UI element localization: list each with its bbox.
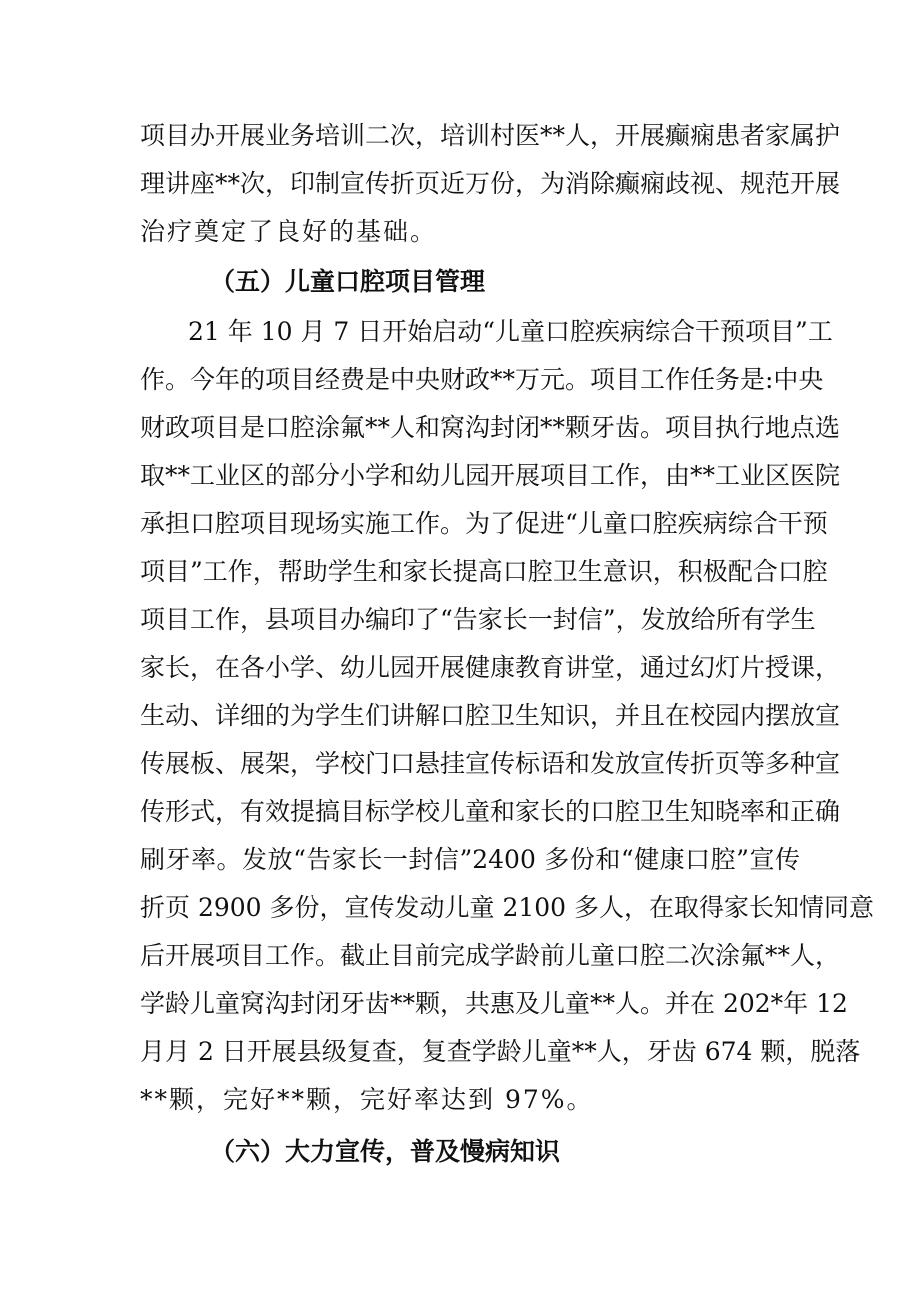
paragraph-line: 刷牙率。发放“告家长一封信”2400 多份和“健康口腔”宣传 <box>140 845 800 874</box>
paragraph-line: 学龄儿童窝沟封闭牙齿**颗，共惠及儿童**人。并在 202*年 12 <box>140 989 848 1018</box>
paragraph-line: 理讲座**次，印制宣传折页近万份，为消除癫痫歧视、规范开展 <box>140 169 841 198</box>
paragraph-line: 家长，在各小学、幼儿园开展健康教育讲堂，通过幻灯片授课， <box>140 653 841 682</box>
paragraph-line: 传形式，有效提搞目标学校儿童和家长的口腔卫生知晓率和正确 <box>140 797 841 826</box>
paragraph-line: 作。今年的项目经费是中央财政**万元。项目工作任务是:中央 <box>140 365 824 394</box>
paragraph-line: 治疗奠定了良好的基础。 <box>140 217 438 246</box>
paragraph-line: 取**工业区的部分小学和幼儿园开展项目工作，由**工业区医院 <box>140 461 841 490</box>
paragraph-line: 21 年 10 月 7 日开始启动“儿童口腔疾病综合干预项目”工 <box>188 317 833 346</box>
paragraph-line: 传展板、展架，学校门口悬挂宣传标语和发放宣传折页等多种宣 <box>140 749 841 778</box>
paragraph-line: 承担口腔项目现场实施工作。为了促进“儿童口腔疾病综合干预 <box>140 509 828 538</box>
paragraph-line: 生动、详细的为学生们讲解口腔卫生知识，并且在校园内摆放宣 <box>140 701 841 730</box>
paragraph-line: 项目”工作，帮助学生和家长提高口腔卫生意识，积极配合口腔 <box>140 557 828 586</box>
paragraph-line: 月月 2 日开展县级复查，复查学龄儿童**人，牙齿 674 颗，脱落 <box>140 1037 861 1066</box>
section-heading-5: （五）儿童口腔项目管理 <box>210 267 486 296</box>
paragraph-line: 财政项目是口腔涂氟**人和窝沟封闭**颗牙齿。项目执行地点选 <box>140 413 841 442</box>
paragraph-line: 后开展项目工作。截止目前完成学龄前儿童口腔二次涂氟**人， <box>140 941 841 970</box>
paragraph-line: 项目办开展业务培训二次，培训村医**人，开展癫痫患者家属护 <box>140 121 841 150</box>
paragraph-line: **颗，完好**颗，完好率达到 97%。 <box>140 1085 594 1114</box>
paragraph-line: 折页 2900 多份，宣传发动儿童 2100 多人，在取得家长知情同意 <box>140 893 875 922</box>
paragraph-line: 项目工作，县项目办编印了“告家长一封信”，发放给所有学生 <box>140 605 816 634</box>
section-heading-6: （六）大力宣传，普及慢病知识 <box>210 1137 561 1166</box>
